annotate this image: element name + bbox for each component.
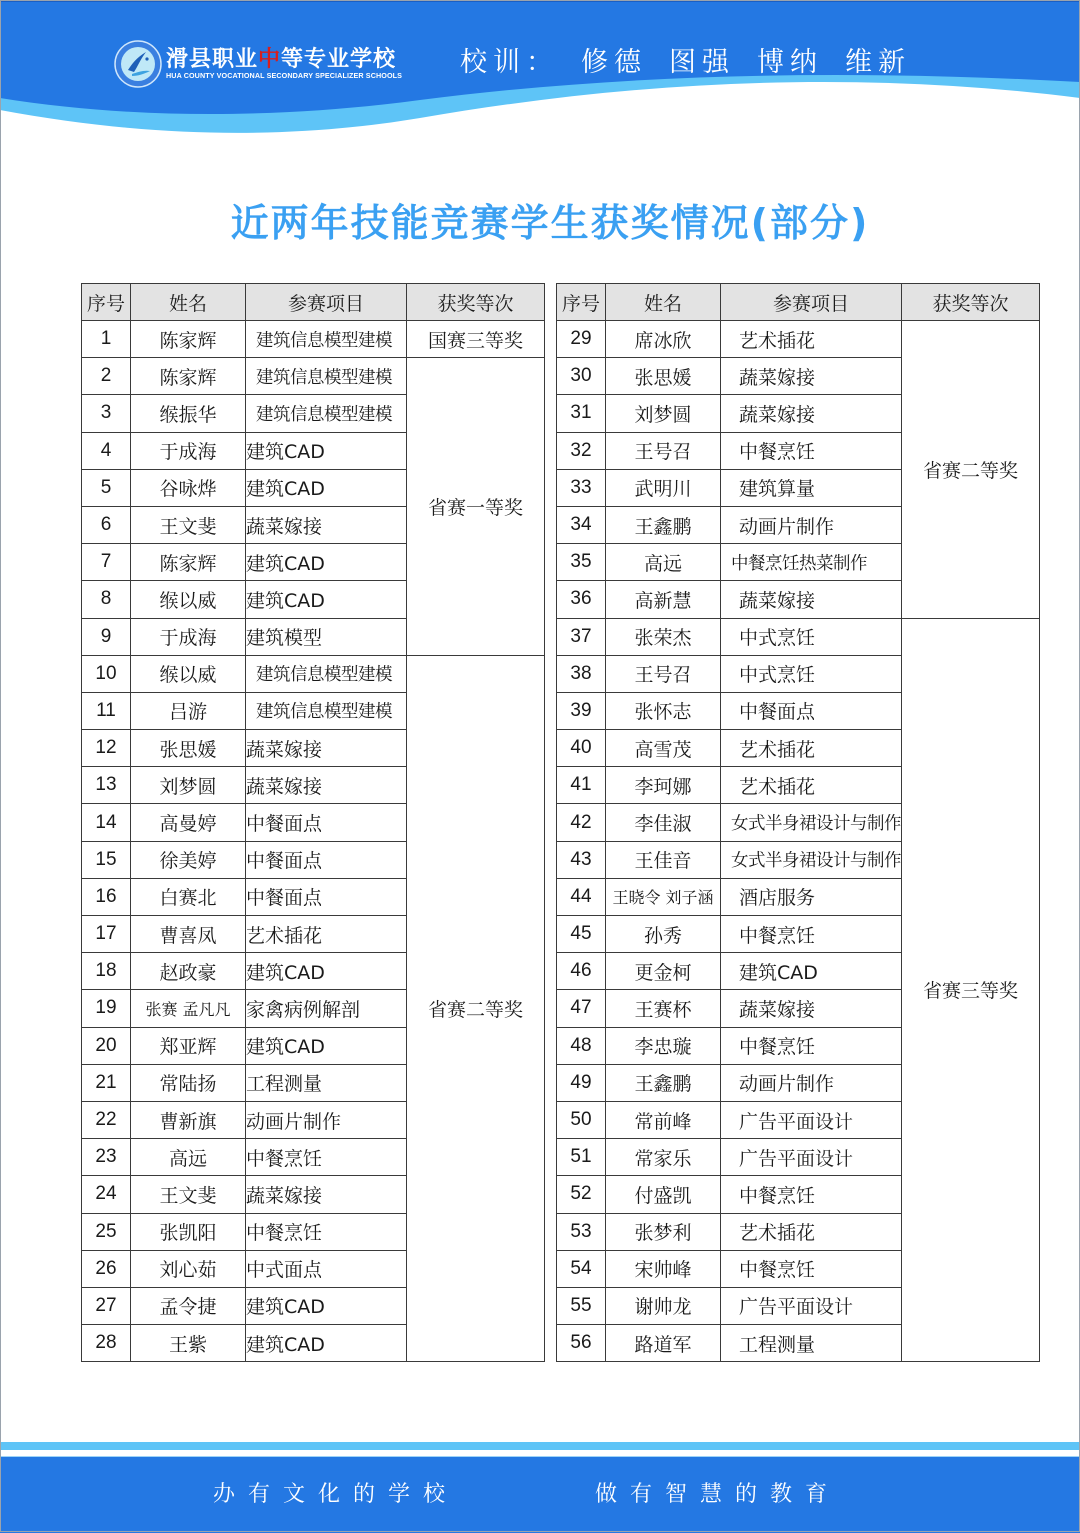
award-level: 国赛三等奖 bbox=[407, 321, 545, 358]
school-name-mid-char: 中 bbox=[258, 47, 282, 72]
table-row bbox=[82, 655, 545, 692]
student-name: 王鑫鹏 bbox=[606, 1064, 721, 1101]
row-number: 32 bbox=[557, 432, 606, 469]
student-name: 常家乐 bbox=[606, 1139, 721, 1176]
student-name: 张怀志 bbox=[606, 692, 721, 729]
page-header bbox=[0, 0, 1080, 160]
competition-event: 建筑算量 bbox=[721, 469, 902, 506]
row-number: 8 bbox=[82, 581, 131, 618]
row-number: 20 bbox=[82, 1027, 131, 1064]
row-number: 11 bbox=[82, 692, 131, 729]
competition-event: 中餐烹饪 bbox=[246, 1139, 407, 1176]
row-number: 39 bbox=[557, 692, 606, 729]
competition-event: 动画片制作 bbox=[246, 1101, 407, 1138]
competition-event: 建筑CAD bbox=[246, 1027, 407, 1064]
motto-item: 博纳 bbox=[757, 47, 823, 78]
student-name: 缑振华 bbox=[131, 395, 246, 432]
student-name: 宋帅峰 bbox=[606, 1250, 721, 1287]
row-number: 40 bbox=[557, 730, 606, 767]
row-number: 44 bbox=[557, 878, 606, 915]
competition-event: 建筑CAD bbox=[246, 1325, 407, 1362]
row-number: 15 bbox=[82, 841, 131, 878]
row-number: 53 bbox=[557, 1213, 606, 1250]
row-number: 46 bbox=[557, 953, 606, 990]
row-number: 17 bbox=[82, 916, 131, 953]
row-number: 37 bbox=[557, 618, 606, 655]
motto-item: 维新 bbox=[845, 47, 911, 78]
row-number: 10 bbox=[82, 655, 131, 692]
competition-event: 建筑CAD bbox=[721, 953, 902, 990]
column-header-name: 姓名 bbox=[606, 284, 721, 321]
table-row bbox=[557, 321, 1040, 358]
competition-event: 建筑CAD bbox=[246, 953, 407, 990]
competition-event: 广告平面设计 bbox=[721, 1101, 902, 1138]
awards-table-left bbox=[81, 283, 545, 1362]
student-name: 李珂娜 bbox=[606, 767, 721, 804]
student-name: 张思媛 bbox=[131, 730, 246, 767]
table-header-row bbox=[82, 284, 545, 321]
competition-event: 中餐面点 bbox=[246, 878, 407, 915]
competition-event: 蔬菜嫁接 bbox=[721, 395, 902, 432]
school-name-english: HUA COUNTY VOCATIONAL SECONDARY SPECIALIZER SCHOOLS bbox=[166, 71, 403, 80]
student-name: 于成海 bbox=[131, 618, 246, 655]
school-name-chinese bbox=[166, 42, 396, 73]
column-header-event: 参赛项目 bbox=[721, 284, 902, 321]
row-number: 29 bbox=[557, 321, 606, 358]
column-header-award: 获奖等次 bbox=[407, 284, 545, 321]
row-number: 34 bbox=[557, 506, 606, 543]
motto-item: 图强 bbox=[669, 47, 735, 78]
competition-event: 艺术插花 bbox=[721, 730, 902, 767]
competition-event: 广告平面设计 bbox=[721, 1287, 902, 1324]
student-name: 王号召 bbox=[606, 655, 721, 692]
competition-event: 工程测量 bbox=[721, 1325, 902, 1362]
row-number: 45 bbox=[557, 916, 606, 953]
row-number: 38 bbox=[557, 655, 606, 692]
column-header-number: 序号 bbox=[557, 284, 606, 321]
student-name: 刘梦圆 bbox=[131, 767, 246, 804]
student-name: 王赛杯 bbox=[606, 990, 721, 1027]
student-name: 孟令捷 bbox=[131, 1287, 246, 1324]
row-number: 23 bbox=[82, 1139, 131, 1176]
table-row bbox=[82, 321, 545, 358]
row-number: 3 bbox=[82, 395, 131, 432]
competition-event: 中餐烹饪 bbox=[721, 1027, 902, 1064]
student-name: 郑亚辉 bbox=[131, 1027, 246, 1064]
student-name: 常前峰 bbox=[606, 1101, 721, 1138]
row-number: 36 bbox=[557, 581, 606, 618]
column-header-name: 姓名 bbox=[131, 284, 246, 321]
row-number: 9 bbox=[82, 618, 131, 655]
student-name: 缑以威 bbox=[131, 655, 246, 692]
student-name: 武明川 bbox=[606, 469, 721, 506]
row-number: 49 bbox=[557, 1064, 606, 1101]
student-name: 缑以威 bbox=[131, 581, 246, 618]
student-name: 王晓令 刘子涵 bbox=[606, 878, 721, 915]
competition-event: 家禽病例解剖 bbox=[246, 990, 407, 1027]
student-name: 张凯阳 bbox=[131, 1213, 246, 1250]
competition-event: 女式半身裙设计与制作 bbox=[721, 841, 902, 878]
competition-event: 蔬菜嫁接 bbox=[246, 767, 407, 804]
student-name: 王文斐 bbox=[131, 506, 246, 543]
motto-item: 修德 bbox=[581, 47, 647, 78]
column-header-award: 获奖等次 bbox=[902, 284, 1040, 321]
competition-event: 蔬菜嫁接 bbox=[246, 730, 407, 767]
table-row bbox=[557, 618, 1040, 655]
competition-event: 艺术插花 bbox=[721, 1213, 902, 1250]
row-number: 56 bbox=[557, 1325, 606, 1362]
row-number: 24 bbox=[82, 1176, 131, 1213]
student-name: 高新慧 bbox=[606, 581, 721, 618]
row-number: 5 bbox=[82, 469, 131, 506]
row-number: 21 bbox=[82, 1064, 131, 1101]
competition-event: 建筑CAD bbox=[246, 469, 407, 506]
row-number: 50 bbox=[557, 1101, 606, 1138]
column-header-event: 参赛项目 bbox=[246, 284, 407, 321]
student-name: 路道军 bbox=[606, 1325, 721, 1362]
row-number: 27 bbox=[82, 1287, 131, 1324]
page-footer bbox=[0, 1456, 1080, 1533]
school-emblem-icon bbox=[114, 40, 162, 88]
student-name: 付盛凯 bbox=[606, 1176, 721, 1213]
student-name: 李佳淑 bbox=[606, 804, 721, 841]
student-name: 谢帅龙 bbox=[606, 1287, 721, 1324]
student-name: 刘梦圆 bbox=[606, 395, 721, 432]
row-number: 52 bbox=[557, 1176, 606, 1213]
school-motto bbox=[460, 40, 933, 79]
student-name: 席冰欣 bbox=[606, 321, 721, 358]
student-name: 陈家辉 bbox=[131, 544, 246, 581]
row-number: 22 bbox=[82, 1101, 131, 1138]
award-level: 省赛二等奖 bbox=[902, 321, 1040, 619]
student-name: 陈家辉 bbox=[131, 321, 246, 358]
student-name: 白赛北 bbox=[131, 878, 246, 915]
row-number: 26 bbox=[82, 1250, 131, 1287]
award-level: 省赛一等奖 bbox=[407, 358, 545, 656]
student-name: 徐美婷 bbox=[131, 841, 246, 878]
competition-event: 工程测量 bbox=[246, 1064, 407, 1101]
awards-table-right bbox=[556, 283, 1040, 1362]
competition-event: 中餐烹饪 bbox=[246, 1213, 407, 1250]
competition-event: 蔬菜嫁接 bbox=[721, 581, 902, 618]
row-number: 55 bbox=[557, 1287, 606, 1324]
competition-event: 中餐烹饪 bbox=[721, 1250, 902, 1287]
competition-event: 艺术插花 bbox=[246, 916, 407, 953]
row-number: 28 bbox=[82, 1325, 131, 1362]
competition-event: 广告平面设计 bbox=[721, 1139, 902, 1176]
student-name: 王号召 bbox=[606, 432, 721, 469]
row-number: 41 bbox=[557, 767, 606, 804]
competition-event: 中式烹饪 bbox=[721, 655, 902, 692]
student-name: 刘心茹 bbox=[131, 1250, 246, 1287]
row-number: 25 bbox=[82, 1213, 131, 1250]
student-name: 高远 bbox=[606, 544, 721, 581]
competition-event: 中餐面点 bbox=[246, 841, 407, 878]
competition-event: 建筑模型 bbox=[246, 618, 407, 655]
table-header-row bbox=[557, 284, 1040, 321]
competition-event: 中餐面点 bbox=[721, 692, 902, 729]
competition-event: 建筑信息模型建模 bbox=[246, 395, 407, 432]
table-row bbox=[82, 358, 545, 395]
competition-event: 女式半身裙设计与制作 bbox=[721, 804, 902, 841]
student-name: 张赛 孟凡凡 bbox=[131, 990, 246, 1027]
competition-event: 动画片制作 bbox=[721, 1064, 902, 1101]
competition-event: 中餐烹饪 bbox=[721, 432, 902, 469]
school-name-part2: 等专业学校 bbox=[281, 47, 397, 72]
award-level: 省赛二等奖 bbox=[407, 655, 545, 1362]
student-name: 孙秀 bbox=[606, 916, 721, 953]
student-name: 李忠璇 bbox=[606, 1027, 721, 1064]
competition-event: 建筑CAD bbox=[246, 581, 407, 618]
student-name: 张荣杰 bbox=[606, 618, 721, 655]
student-name: 赵政豪 bbox=[131, 953, 246, 990]
row-number: 12 bbox=[82, 730, 131, 767]
row-number: 48 bbox=[557, 1027, 606, 1064]
competition-event: 建筑CAD bbox=[246, 544, 407, 581]
competition-event: 中餐面点 bbox=[246, 804, 407, 841]
page-title: 近两年技能竞赛学生获奖情况(部分) bbox=[230, 201, 870, 245]
competition-event: 建筑信息模型建模 bbox=[246, 321, 407, 358]
footer-accent-stripe bbox=[0, 1442, 1080, 1450]
student-name: 高远 bbox=[131, 1139, 246, 1176]
student-name: 更金柯 bbox=[606, 953, 721, 990]
header-wave-background bbox=[0, 0, 1080, 160]
competition-event: 中式烹饪 bbox=[721, 618, 902, 655]
school-name-part1: 滑县职业 bbox=[166, 47, 259, 72]
competition-event: 中式面点 bbox=[246, 1250, 407, 1287]
award-level: 省赛三等奖 bbox=[902, 618, 1040, 1362]
row-number: 4 bbox=[82, 432, 131, 469]
student-name: 高雪茂 bbox=[606, 730, 721, 767]
motto-label: 校训： bbox=[460, 47, 559, 78]
row-number: 2 bbox=[82, 358, 131, 395]
student-name: 高曼婷 bbox=[131, 804, 246, 841]
column-header-number: 序号 bbox=[82, 284, 131, 321]
competition-event: 中餐烹饪 bbox=[721, 1176, 902, 1213]
student-name: 吕游 bbox=[131, 692, 246, 729]
competition-event: 中餐烹饪 bbox=[721, 916, 902, 953]
row-number: 31 bbox=[557, 395, 606, 432]
footer-slogan-left: 办有文化的学校 bbox=[213, 1482, 459, 1507]
student-name: 于成海 bbox=[131, 432, 246, 469]
competition-event: 建筑信息模型建模 bbox=[246, 692, 407, 729]
student-name: 曹新旗 bbox=[131, 1101, 246, 1138]
row-number: 42 bbox=[557, 804, 606, 841]
row-number: 16 bbox=[82, 878, 131, 915]
student-name: 谷咏烨 bbox=[131, 469, 246, 506]
student-name: 王文斐 bbox=[131, 1176, 246, 1213]
row-number: 51 bbox=[557, 1139, 606, 1176]
row-number: 30 bbox=[557, 358, 606, 395]
competition-event: 蔬菜嫁接 bbox=[246, 1176, 407, 1213]
student-name: 王紫 bbox=[131, 1325, 246, 1362]
student-name: 陈家辉 bbox=[131, 358, 246, 395]
row-number: 18 bbox=[82, 953, 131, 990]
student-name: 王佳音 bbox=[606, 841, 721, 878]
competition-event: 酒店服务 bbox=[721, 878, 902, 915]
competition-event: 动画片制作 bbox=[721, 506, 902, 543]
row-number: 35 bbox=[557, 544, 606, 581]
row-number: 33 bbox=[557, 469, 606, 506]
row-number: 13 bbox=[82, 767, 131, 804]
competition-event: 中餐烹饪热菜制作 bbox=[721, 544, 902, 581]
competition-event: 蔬菜嫁接 bbox=[246, 506, 407, 543]
competition-event: 建筑CAD bbox=[246, 432, 407, 469]
competition-event: 艺术插花 bbox=[721, 321, 902, 358]
competition-event: 建筑信息模型建模 bbox=[246, 358, 407, 395]
competition-event: 艺术插花 bbox=[721, 767, 902, 804]
row-number: 47 bbox=[557, 990, 606, 1027]
row-number: 1 bbox=[82, 321, 131, 358]
row-number: 14 bbox=[82, 804, 131, 841]
footer-slogan-right: 做有智慧的教育 bbox=[595, 1482, 841, 1507]
row-number: 6 bbox=[82, 506, 131, 543]
competition-event: 建筑信息模型建模 bbox=[246, 655, 407, 692]
row-number: 54 bbox=[557, 1250, 606, 1287]
student-name: 常陆扬 bbox=[131, 1064, 246, 1101]
row-number: 43 bbox=[557, 841, 606, 878]
student-name: 张思媛 bbox=[606, 358, 721, 395]
competition-event: 蔬菜嫁接 bbox=[721, 990, 902, 1027]
competition-event: 建筑CAD bbox=[246, 1287, 407, 1324]
competition-event: 蔬菜嫁接 bbox=[721, 358, 902, 395]
student-name: 曹喜凤 bbox=[131, 916, 246, 953]
student-name: 张梦利 bbox=[606, 1213, 721, 1250]
student-name: 王鑫鹏 bbox=[606, 506, 721, 543]
row-number: 7 bbox=[82, 544, 131, 581]
row-number: 19 bbox=[82, 990, 131, 1027]
